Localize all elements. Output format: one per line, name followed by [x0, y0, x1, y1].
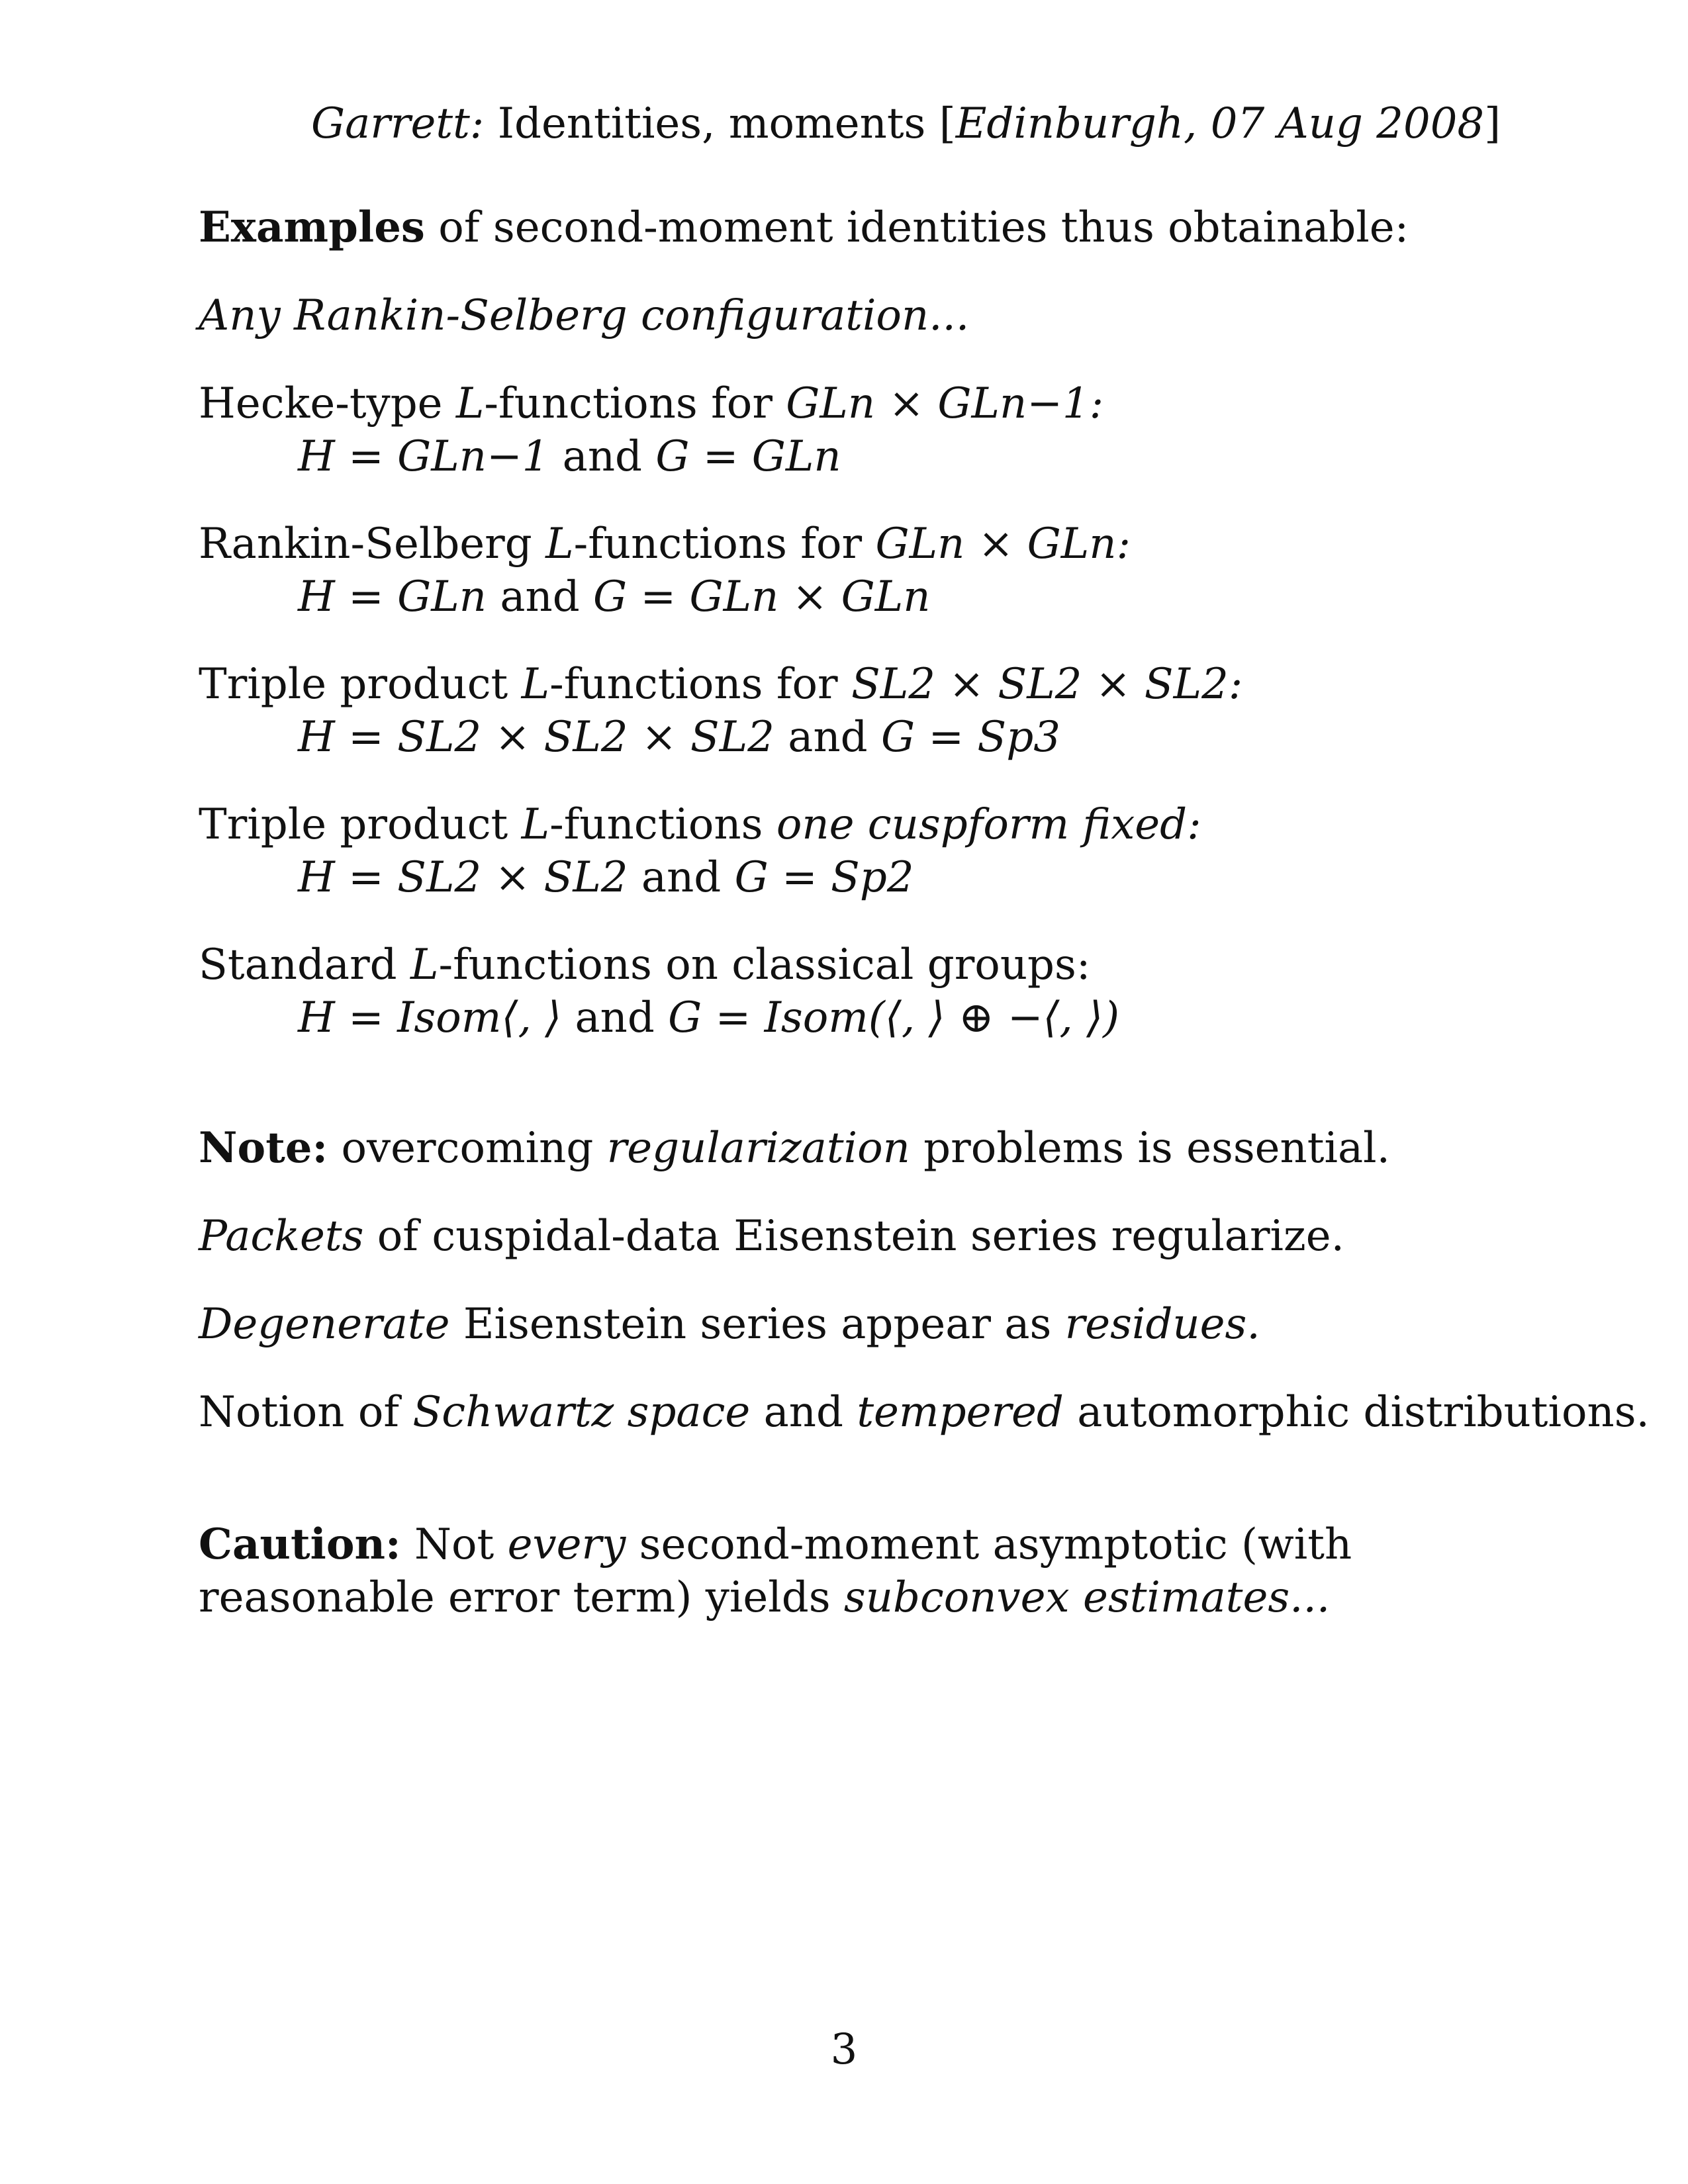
example-2-prefix: Rankin-Selberg — [199, 520, 546, 569]
example-5-title — [199, 940, 1091, 989]
note-i1: regularization — [606, 1124, 910, 1173]
example-2-mid: -functions for — [573, 520, 876, 569]
caution-line-2 — [199, 1573, 1331, 1622]
example-2-groups — [298, 572, 931, 621]
example-4-G: G = Sp2 — [734, 853, 914, 902]
degenerate-t1: Eisenstein series appear as — [449, 1300, 1065, 1349]
example-2-and: and — [486, 572, 593, 621]
notion-line — [199, 1388, 1650, 1437]
example-4-H: H = SL2 × SL2 — [298, 853, 628, 902]
example-3-and: and — [774, 713, 881, 762]
any-rankin-selberg: Any Rankin-Selberg configuration... — [199, 291, 970, 340]
example-4-L: L — [521, 800, 550, 849]
caution-t2: second-moment asymptotic (with — [626, 1520, 1352, 1569]
example-3-groups — [298, 713, 1060, 762]
intro-bold: Examples — [199, 203, 425, 252]
example-1-L: L — [455, 379, 485, 428]
example-5-G: G = Isom(⟨, ⟩ ⊕ −⟨, ⟩) — [668, 993, 1120, 1042]
header-place-date: Edinburgh, 07 Aug 2008 — [955, 99, 1485, 148]
example-3-L: L — [521, 660, 550, 709]
caution-t1: Not — [400, 1520, 508, 1569]
page-number: 3 — [830, 2025, 858, 2074]
notion-i2: tempered — [857, 1388, 1064, 1437]
note-label: Note: — [199, 1123, 328, 1173]
packets-t1: of cuspidal-data Eisenstein series regularize. — [363, 1212, 1344, 1261]
example-5-groups — [298, 993, 1120, 1042]
example-4-and: and — [628, 853, 735, 902]
intro-rest: of second-moment identities thus obtainable: — [424, 203, 1409, 252]
example-1-prefix: Hecke-type — [199, 379, 456, 428]
header-close-bracket: ] — [1484, 99, 1501, 148]
example-1-mid: -functions for — [484, 379, 786, 428]
example-5-mid: -functions on classical groups: — [438, 940, 1091, 989]
example-1-and: and — [549, 432, 656, 481]
example-4-mid: -functions — [549, 800, 776, 849]
degenerate-i2: residues. — [1064, 1300, 1260, 1349]
notion-t1: Notion of — [199, 1388, 413, 1437]
example-4-prefix: Triple product — [199, 800, 522, 849]
example-1-H: H = GLn−1 — [298, 432, 549, 481]
notion-t2: and — [750, 1388, 857, 1437]
caution-line-1 — [199, 1520, 1352, 1569]
example-2-math: GLn × GLn: — [875, 520, 1131, 569]
example-4-title — [199, 800, 1201, 849]
caution-line2-italic: subconvex estimates... — [843, 1573, 1331, 1622]
packets-i1: Packets — [199, 1212, 364, 1261]
example-3-G: G = Sp3 — [880, 713, 1060, 762]
example-3-H: H = SL2 × SL2 × SL2 — [298, 713, 774, 762]
example-2-L: L — [545, 520, 574, 569]
page-header — [311, 99, 1501, 148]
example-4-math: one cuspform fixed: — [776, 800, 1201, 849]
caution-label: Caution: — [199, 1520, 401, 1569]
degenerate-line — [199, 1300, 1260, 1349]
packets-line — [199, 1212, 1344, 1261]
example-2-H: H = GLn — [298, 572, 487, 621]
example-3-prefix: Triple product — [199, 660, 522, 709]
example-2-title — [199, 520, 1131, 569]
example-1-math: GLn × GLn−1: — [786, 379, 1104, 428]
example-2-G: G = GLn × GLn — [593, 572, 931, 621]
note-line — [199, 1123, 1390, 1173]
example-5-and: and — [561, 993, 669, 1042]
notion-i1: Schwartz space — [412, 1388, 751, 1437]
example-1-title — [199, 379, 1104, 428]
example-3-mid: -functions for — [549, 660, 851, 709]
example-3-math: SL2 × SL2 × SL2: — [851, 660, 1243, 709]
example-5-L: L — [410, 940, 439, 989]
example-1-G: G = GLn — [655, 432, 841, 481]
note-t2: problems is essential. — [910, 1124, 1390, 1173]
note-t1: overcoming — [328, 1124, 607, 1173]
caution-i1: every — [507, 1520, 626, 1569]
notion-t3: automorphic distributions. — [1063, 1388, 1650, 1437]
degenerate-i1: Degenerate — [199, 1300, 450, 1349]
example-3-title — [199, 660, 1243, 709]
caution-line2-text: reasonable error term) yields — [199, 1573, 844, 1622]
example-5-prefix: Standard — [199, 940, 410, 989]
header-author: Garrett: — [311, 99, 485, 148]
intro-line — [199, 203, 1409, 252]
example-5-H: H = Isom⟨, ⟩ — [298, 993, 562, 1042]
header-title: Identities, moments [ — [484, 99, 956, 148]
example-4-groups — [298, 853, 914, 902]
example-1-groups — [298, 432, 841, 481]
